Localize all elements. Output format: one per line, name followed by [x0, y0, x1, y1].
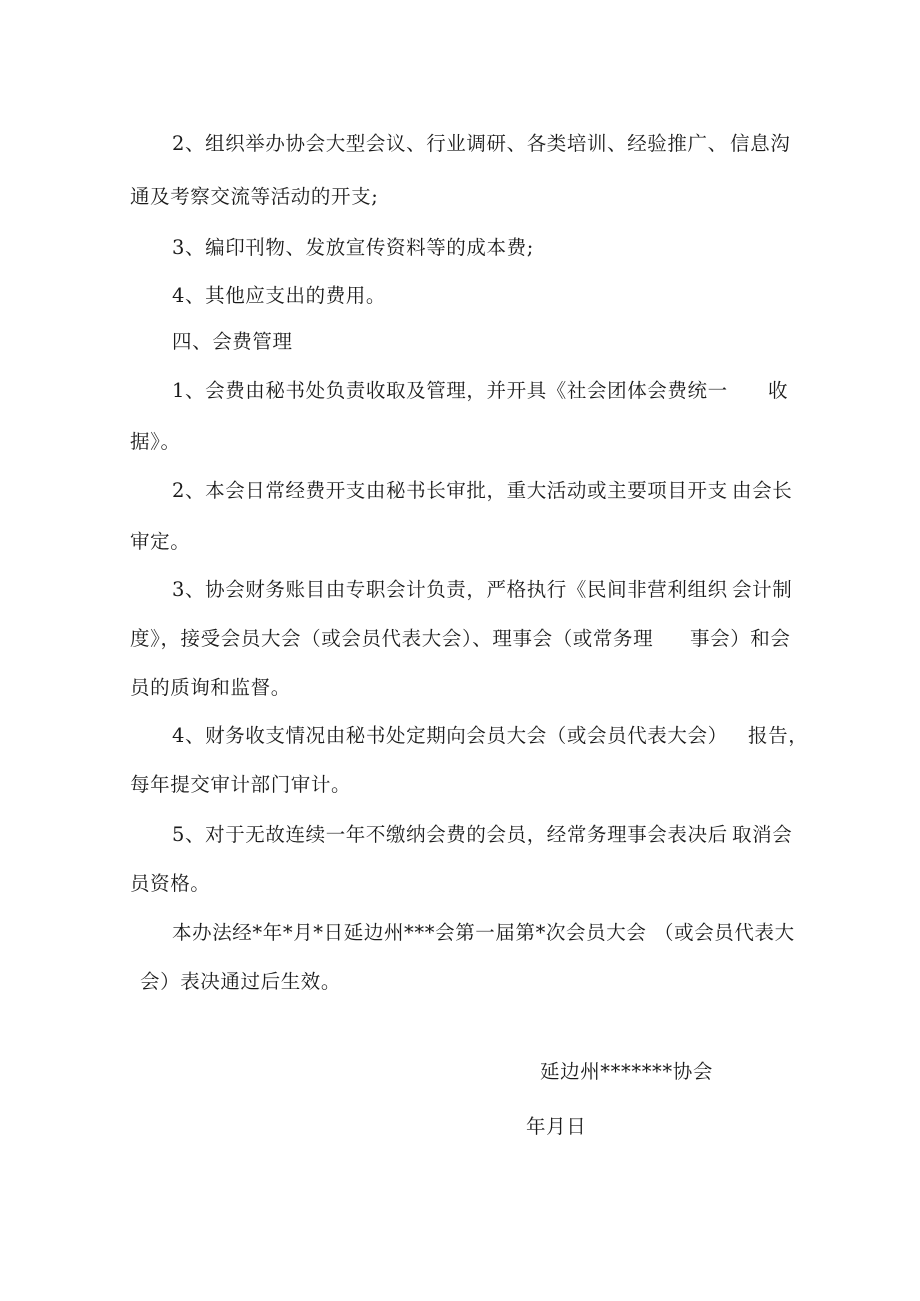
- p5-line2: 审定。: [130, 530, 191, 553]
- p8-line2: 员资格。: [130, 872, 211, 895]
- signature-date: 年月日: [526, 1115, 587, 1138]
- p1-line2: 通及考察交流等活动的开支;: [130, 185, 379, 208]
- p5-line1: 2、本会日常经费开支由秘书长审批，重大活动或主要项目开支: [172, 479, 728, 502]
- p6-line1: 3、协会财务账目由专职会计负责，严格执行《民间非营利组织: [172, 578, 728, 601]
- signature-organization: 延边州*******协会: [540, 1060, 713, 1083]
- p5-line1-tail: 由会长: [732, 479, 793, 502]
- p1-line1: 2、组织举办协会大型会议、行业调研、各类培训、经验推广、: [172, 132, 728, 155]
- p6-line2: 度》，接受会员大会（或会员代表大会）、理事会（或常务理: [130, 627, 654, 650]
- p4-line1-tail: 收: [768, 379, 789, 402]
- p3-line1: 4、其他应支出的费用。: [172, 284, 387, 307]
- p1-line1-tail: 信息沟: [730, 132, 791, 155]
- p4-line1: 1、会费由秘书处负责收取及管理，并开具《社会团体会费统一: [172, 379, 728, 402]
- p6-line3: 员的质询和监督。: [130, 676, 291, 699]
- p9-line1: 本办法经*年*月*日延边州***会第一届第*次会员大会: [172, 921, 647, 944]
- p9-line2: 会）表决通过后生效。: [140, 970, 342, 993]
- p8-line1: 5、对于无故连续一年不缴纳会费的会员，经常务理事会表决后: [172, 823, 728, 846]
- p8-line1-tail: 取消会: [732, 823, 793, 846]
- p2-line1: 3、编印刊物、发放宣传资料等的成本费;: [172, 236, 534, 259]
- p6-line1-tail: 会计制: [732, 578, 793, 601]
- p4-line2: 据》。: [130, 430, 181, 453]
- p6-line2-tail: 事会）和会: [690, 627, 791, 650]
- p9-line1-tail: （或会员代表大: [654, 921, 795, 944]
- section-heading: 四、会费管理: [172, 330, 293, 353]
- p7-line1: 4、财务收支情况由秘书处定期向会员大会（或会员代表大会）: [172, 724, 728, 747]
- p7-line2: 每年提交审计部门审计。: [130, 773, 352, 796]
- p7-line1-tail: 报告，: [748, 724, 809, 747]
